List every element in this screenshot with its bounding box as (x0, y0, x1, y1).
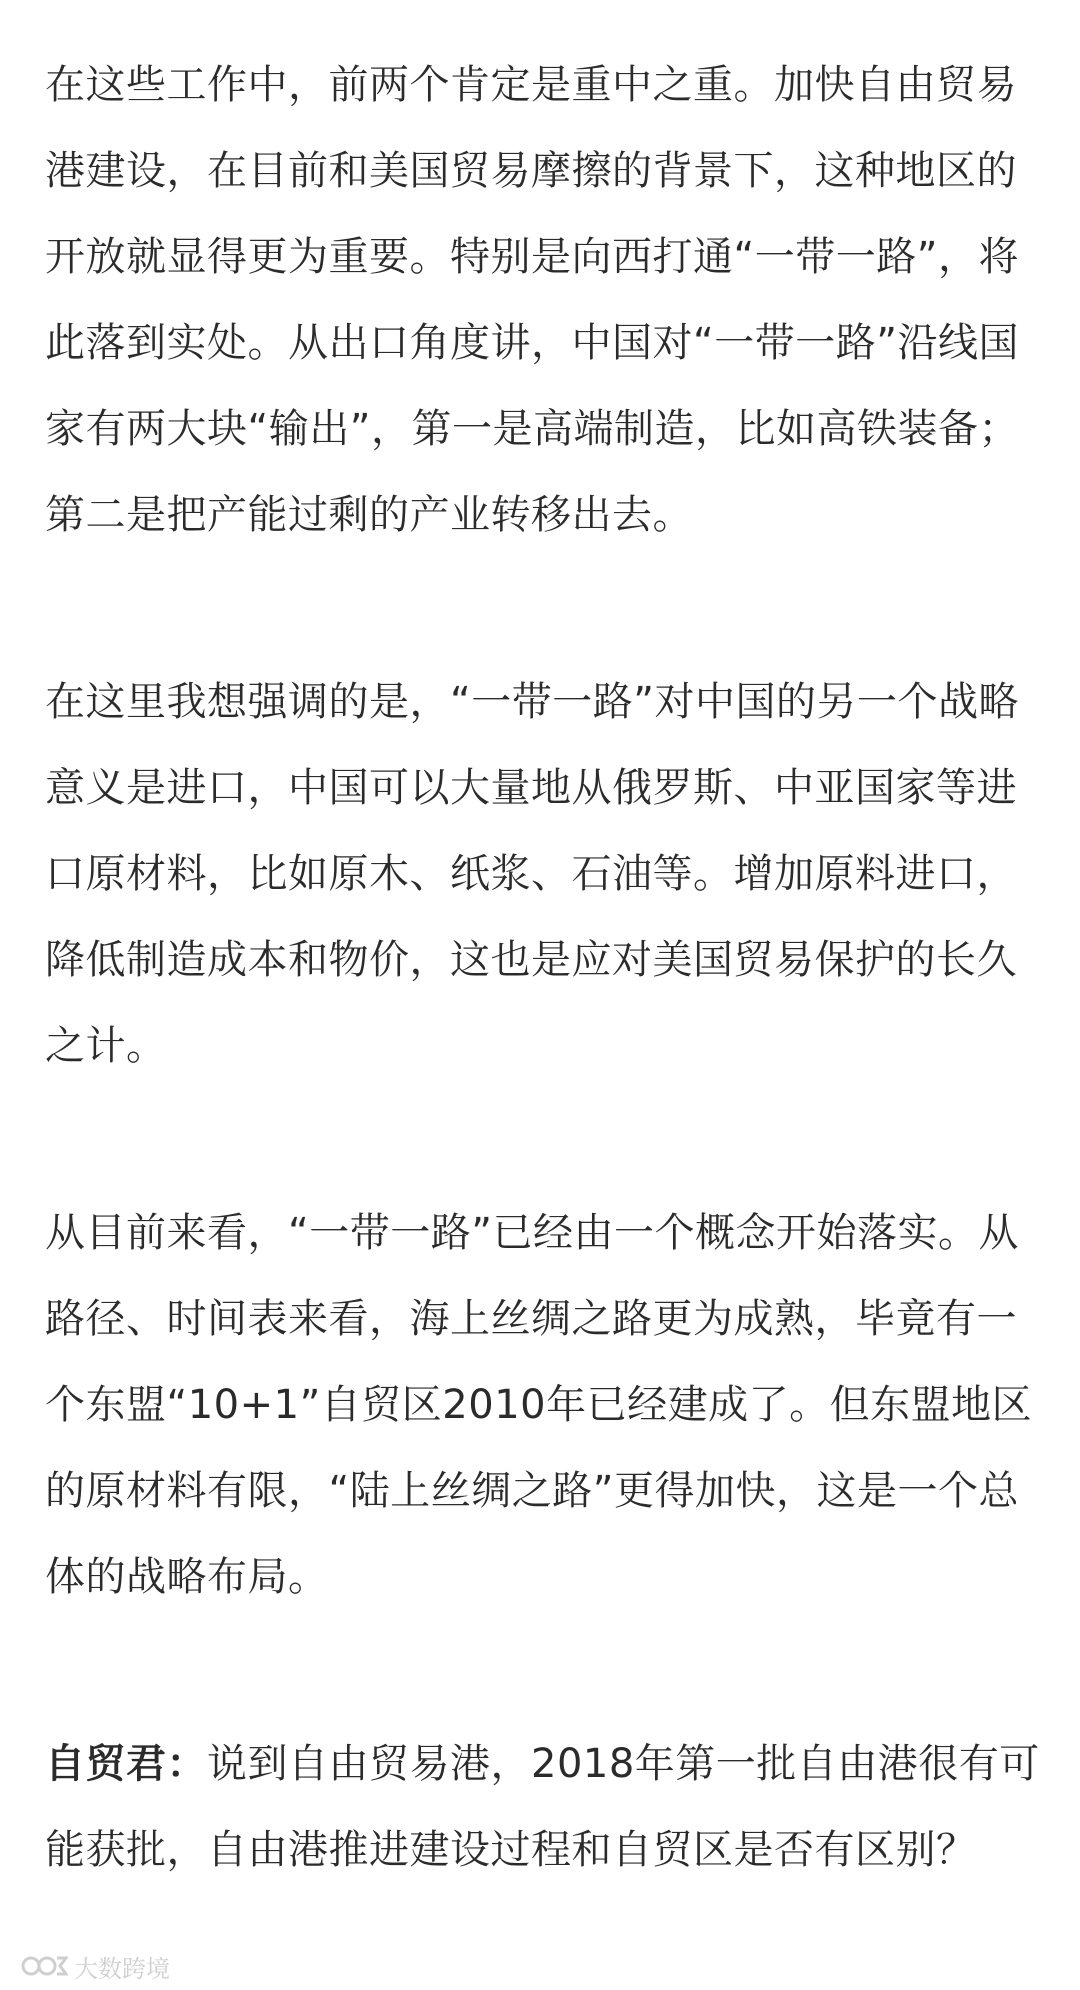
paragraph-1: 在这些工作中，前两个肯定是重中之重。加快自由贸易港建设，在目前和美国贸易摩擦的背景下，这种地区的开放就显得更为重要。特别是向西打通“一带一路”，将此落到实处。从出口角度讲，中国对“一带一路”沿线国家有两大块“输出”，第一是高端制造，比如高铁装备；第二是把产能过剩的产业转移出去。 (45, 62, 1019, 538)
watermark-text: 大数跨境 (74, 1955, 170, 1983)
question-text: 说到自由贸易港，2018年第一批自由港很有可能获批，自由港推进建设过程和自贸区是否有区别？ (45, 1741, 1040, 1873)
qa-paragraph (45, 1721, 1045, 1893)
watermark (20, 1946, 170, 1986)
article-body (45, 42, 1045, 1893)
paragraph-2: 在这里我想强调的是，“一带一路”对中国的另一个战略意义是进口，中国可以大量地从俄罗斯、中亚国家等进口原材料，比如原木、纸浆、石油等。增加原料进口，降低制造成本和物价，这也是应对美国贸易保护的长久之计。 (45, 679, 1019, 1069)
logo-mark-icon (20, 1952, 68, 1980)
paragraph-3: 从目前来看，“一带一路”已经由一个概念开始落实。从路径、时间表来看，海上丝绸之路更为成熟，毕竟有一个东盟“10+1”自贸区2010年已经建成了。但东盟地区的原材料有限，“陆上丝绸之路”更得加快，这是一个总体的战略布局。 (45, 1210, 1033, 1600)
speaker-label: 自贸君： (45, 1741, 207, 1787)
